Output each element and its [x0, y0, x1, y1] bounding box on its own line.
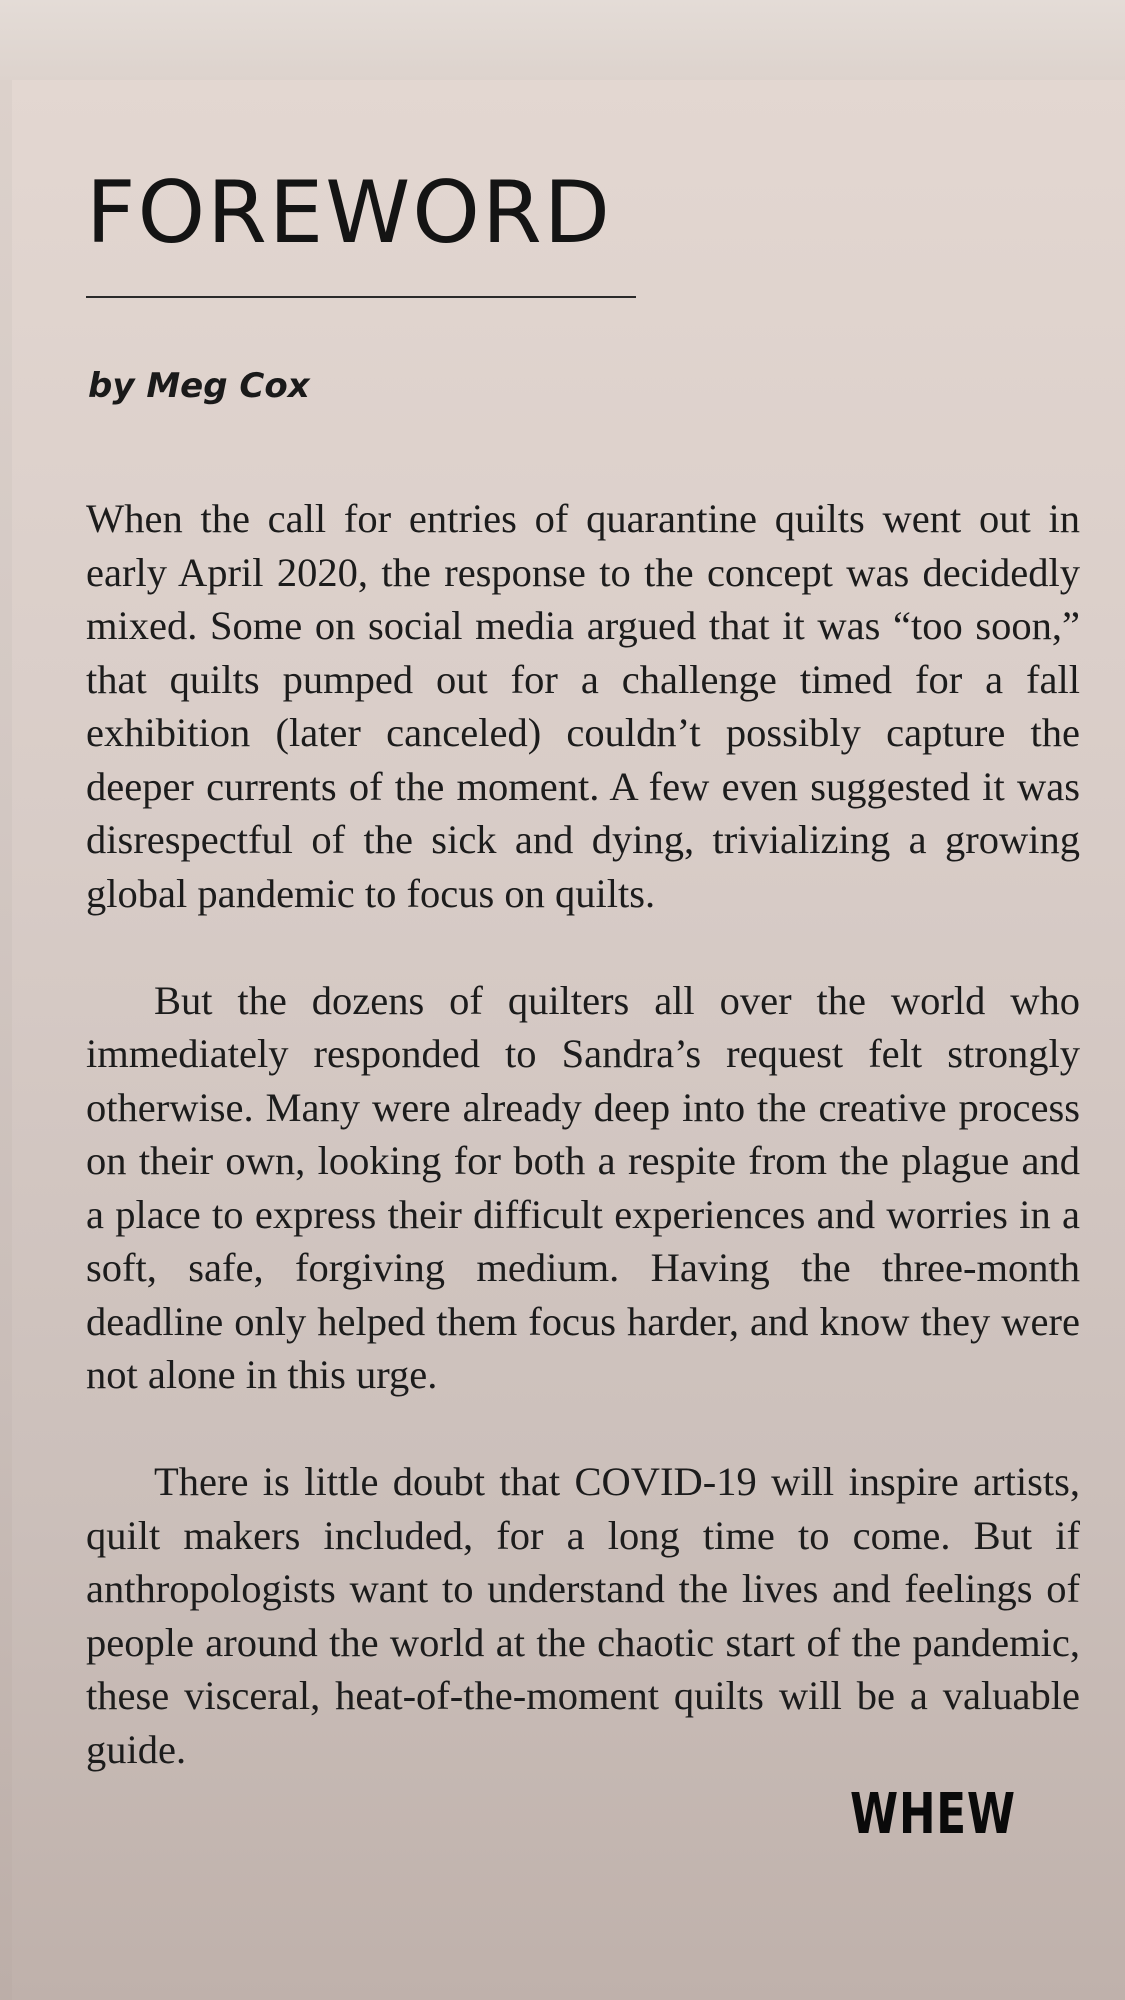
story-text-sticker[interactable]: WHEW	[850, 1782, 1016, 1847]
background-top-band	[0, 0, 1125, 80]
paragraph-3: There is little doubt that COVID-19 will inspire artists, quilt makers included, for a long time to come. But if anthropologists want to understand the lives and feelings of people around the world at the chaotic start of the pandemic, these visceral, heat-of-the-moment quilts will be a valuable guide.	[86, 1459, 1080, 1772]
page-title: FOREWORD	[86, 163, 612, 263]
author-byline: by Meg Cox	[88, 366, 310, 406]
paragraph-2: But the dozens of quilters all over the world who immediately responded to Sandra’s request felt strongly otherwise. Many were already deep into the creative process on their own, looking for both a respite from the plague and a place to express their difficult experiences and worries in a soft, safe, forgiving medium. Having the three-month deadline only helped them focus harder, and know they were not alone in this urge.	[86, 977, 1080, 1397]
foreword-body	[86, 492, 1080, 1776]
paragraph-1: When the call for entries of quarantine quilts went out in early April 2020, the response to the concept was decidedly mixed. Some on social media argued that it was “too soon,” that quilts pumped out for a challenge timed for a fall exhibition (later canceled) couldn’t possibly capture the deeper currents of the moment. A few even suggested it was disrespectful of the sick and dying, trivializing a growing global pandemic to focus on quilts.	[86, 496, 1080, 916]
title-underline	[86, 296, 636, 298]
